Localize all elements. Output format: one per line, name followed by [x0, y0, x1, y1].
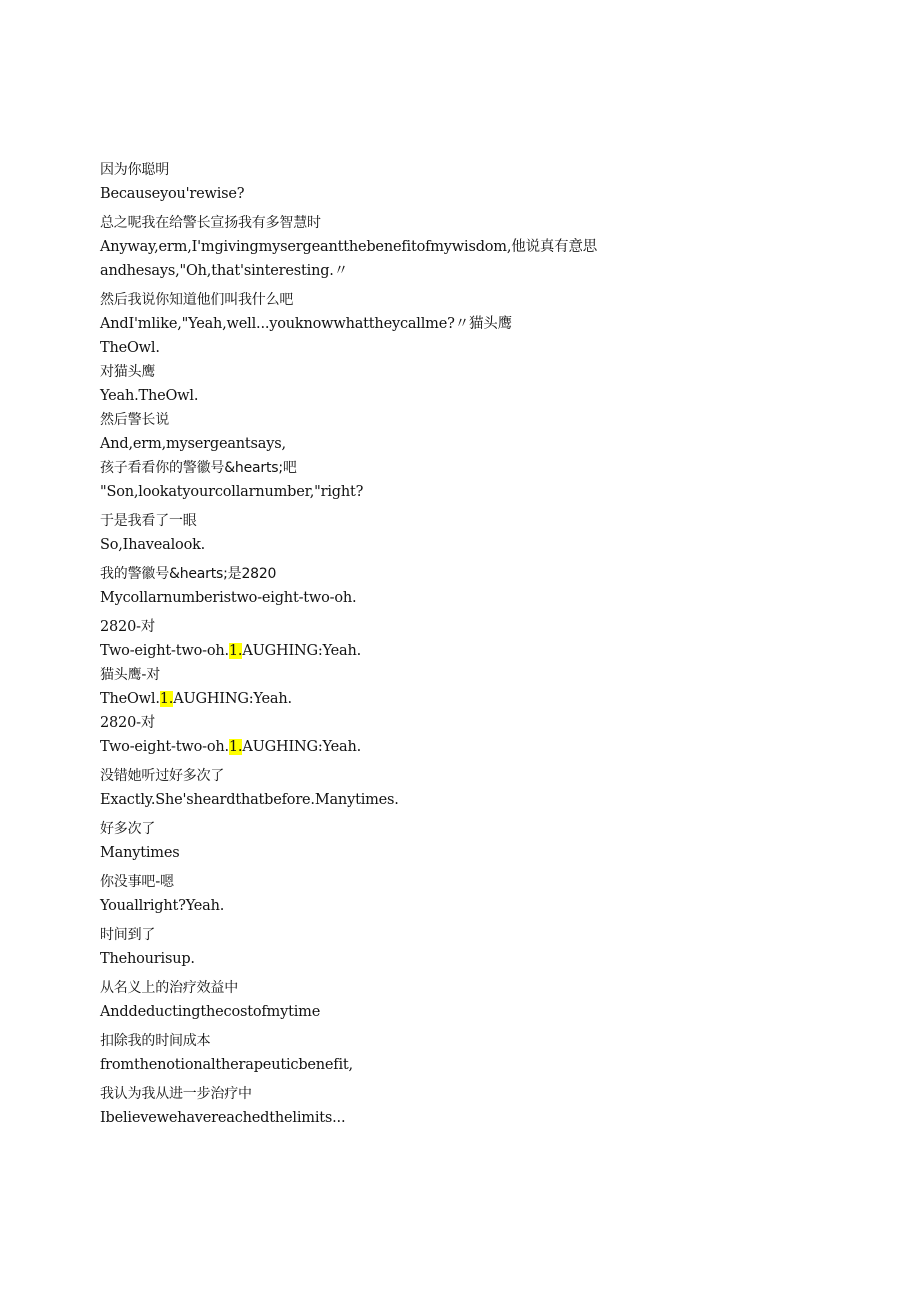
- highlight-mark: 1.: [159, 691, 174, 707]
- subtitle-line: [100, 690, 860, 708]
- subtitle-line: Anddeductingthecostofmytime: [100, 1004, 321, 1020]
- line-text: Two-eight-two-oh.: [100, 643, 229, 659]
- subtitle-line: Ibelievewehavereachedthelimits...: [100, 1110, 346, 1126]
- subtitle-line: 于是我看了一眼: [100, 513, 197, 529]
- subtitle-line: And,erm,mysergeantsays,: [100, 436, 286, 452]
- subtitle-line: 没错她听过好多次了: [100, 768, 225, 784]
- subtitle-line: 猫头鹰-对: [100, 667, 161, 683]
- subtitle-line: TheOwl.: [100, 340, 160, 356]
- subtitle-line: 时间到了: [100, 927, 156, 943]
- subtitle-line: 然后警长说: [100, 412, 169, 428]
- line-text: AUGHING:Yeah.: [242, 739, 362, 755]
- subtitle-line: 总之呢我在给警长宣扬我有多智慧时: [100, 215, 321, 231]
- highlight-mark: 1.: [228, 739, 243, 755]
- subtitle-line: Mycollarnumberistwo-eight-two-oh.: [100, 590, 357, 606]
- subtitle-line: So,Ihavealook.: [100, 537, 206, 553]
- subtitle-line: [100, 642, 860, 660]
- subtitle-line: "Son,lookatyourcollarnumber,"right?: [100, 484, 364, 500]
- line-text: Two-eight-two-oh.: [100, 739, 229, 755]
- subtitle-line: 扣除我的时间成本: [100, 1033, 211, 1049]
- subtitle-line: 2820-对: [100, 715, 156, 731]
- line-text: AUGHING:Yeah.: [173, 691, 292, 707]
- subtitle-line: [100, 738, 860, 756]
- subtitle-line: Thehourisup.: [100, 951, 195, 967]
- subtitle-line: 对猫头鹰: [100, 364, 156, 380]
- subtitle-line: Yeah.TheOwl.: [100, 388, 199, 404]
- subtitle-line: 因为你聪明: [100, 162, 169, 178]
- subtitle-line: 我的警徽号&hearts;是2820: [100, 566, 277, 582]
- line-text: AUGHING:Yeah.: [242, 643, 362, 659]
- subtitle-line: Youallright?Yeah.: [100, 898, 225, 914]
- subtitle-line: andhesays,"Oh,that'sinteresting.〃: [100, 263, 349, 279]
- subtitle-line: 从名义上的治疗效益中: [100, 980, 238, 996]
- subtitle-line: fromthenotionaltherapeuticbenefit,: [100, 1057, 353, 1073]
- subtitle-line: 然后我说你知道他们叫我什么吧: [100, 292, 294, 308]
- highlight-mark: 1.: [228, 643, 243, 659]
- subtitle-line: 好多次了: [100, 821, 156, 837]
- subtitle-line: 孩子看看你的警徽号&hearts;吧: [100, 460, 297, 476]
- subtitle-line: Exactly.She'sheardthatbefore.Manytimes.: [100, 792, 399, 808]
- subtitle-line: AndI'mlike,"Yeah,well...youknowwhattheycallme?〃猫头鹰: [100, 316, 512, 332]
- line-text: TheOwl.: [100, 691, 160, 707]
- subtitle-line: 你没事吧-嗯: [100, 874, 174, 890]
- subtitle-line: Becauseyou'rewise?: [100, 186, 245, 202]
- document-body: [100, 161, 860, 1127]
- subtitle-line: 2820-对: [100, 619, 156, 635]
- subtitle-line: 我认为我从进一步治疗中: [100, 1086, 252, 1102]
- subtitle-line: Manytimes: [100, 845, 180, 861]
- subtitle-line: Anyway,erm,I'mgivingmysergeantthebenefitofmywisdom,他说真有意思: [100, 239, 598, 255]
